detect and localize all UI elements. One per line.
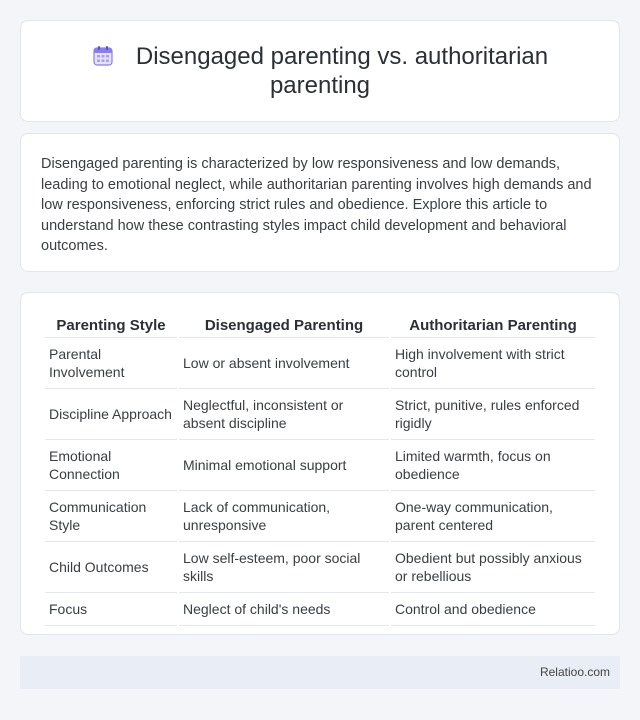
page-title-wrap (61, 42, 579, 100)
row-label: Child Outcomes (45, 542, 177, 593)
table-row (45, 542, 595, 593)
footer-brand-link[interactable]: Relatioo.com (539, 665, 610, 679)
comparison-card (20, 292, 620, 635)
authoritarian-cell: Strict, punitive, rules enforced rigidly (391, 389, 595, 440)
table-row (45, 389, 595, 440)
column-header-style: Parenting Style (45, 315, 177, 338)
disengaged-cell: Low self-esteem, poor social skills (179, 542, 389, 593)
footer-bar (20, 656, 620, 689)
title-card (20, 20, 620, 122)
authoritarian-cell: One-way communication, parent centered (391, 491, 595, 542)
row-label: Emotional Connection (45, 440, 177, 491)
table-header-row (45, 315, 595, 338)
column-header-authoritarian: Authoritarian Parenting (391, 315, 595, 338)
table-row (45, 440, 595, 491)
authoritarian-cell: Obedient but possibly anxious or rebellious (391, 542, 595, 593)
disengaged-cell: Neglectful, inconsistent or absent discipline (179, 389, 389, 440)
row-label: Discipline Approach (45, 389, 177, 440)
table-row (45, 593, 595, 626)
calendar-icon (92, 45, 114, 67)
intro-card (20, 133, 620, 272)
comparison-table (43, 315, 597, 626)
disengaged-cell: Minimal emotional support (179, 440, 389, 491)
authoritarian-cell: Limited warmth, focus on obedience (391, 440, 595, 491)
column-header-disengaged: Disengaged Parenting (179, 315, 389, 338)
table-row (45, 491, 595, 542)
disengaged-cell: Neglect of child's needs (179, 593, 389, 626)
row-label: Parental Involvement (45, 338, 177, 389)
disengaged-cell: Lack of communication, unresponsive (179, 491, 389, 542)
authoritarian-cell: High involvement with strict control (391, 338, 595, 389)
intro-paragraph: Disengaged parenting is characterized by low responsiveness and low demands, leading to emotional neglect, while authoritarian parenting involves high demands and low responsiveness, enforcing strict rules and obedience. Explore this article to understand how these contrasting styles impact child development and behavioral outcomes. (41, 156, 592, 254)
row-label: Communication Style (45, 491, 177, 542)
page-title: Disengaged parenting vs. authoritarian parenting (135, 43, 549, 99)
table-row (45, 338, 595, 389)
row-label: Focus (45, 593, 177, 626)
disengaged-cell: Low or absent involvement (179, 338, 389, 389)
authoritarian-cell: Control and obedience (391, 593, 595, 626)
